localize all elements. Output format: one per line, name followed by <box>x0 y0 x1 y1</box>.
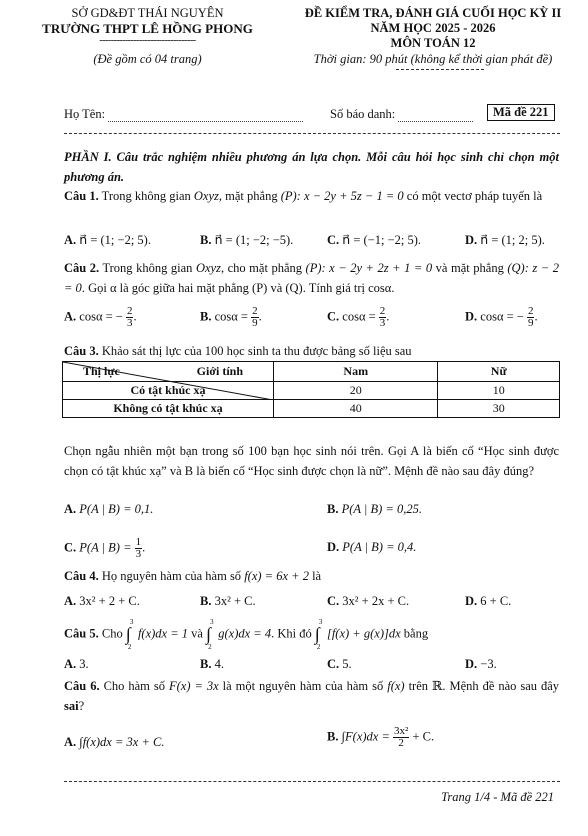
q3-option-a[interactable]: A. P(A | B) = 0,1. <box>64 502 154 516</box>
school-year: NĂM HỌC 2025 - 2026 <box>370 21 496 35</box>
question-4: Câu 4. Họ nguyên hàm của hàm số f(x) = 6x + 2 là <box>64 569 322 583</box>
page-footer: Trang 1/4 - Mã đề 221 <box>441 790 554 804</box>
q4-option-c[interactable]: C. 3x² + 2x + C. <box>327 594 410 608</box>
name-field[interactable] <box>108 121 303 122</box>
section-divider <box>64 133 560 134</box>
question-3-intro: Câu 3. Khảo sát thị lực của 100 học sinh ta thu được bảng số liệu sau <box>64 344 412 358</box>
question-1: Câu 1. Trong không gian Oxyz, mặt phẳng (P): x − 2y + 5z − 1 = 0 có một vectơ pháp tuyến là <box>64 189 543 203</box>
row-label: Có tật khúc xạ <box>63 382 274 400</box>
q3-option-d[interactable]: D. P(A | B) = 0,4. <box>327 540 417 554</box>
integral-sign: ∫ 3 2 <box>314 618 323 651</box>
cell-value: 20 <box>274 382 438 400</box>
table-row <box>63 400 560 418</box>
integral-sign: ∫ 3 2 <box>206 618 214 651</box>
q2-option-c[interactable]: C. cosα = $\frac{2}{3}$ . <box>327 305 390 329</box>
table-header-row <box>63 362 560 382</box>
q5-option-b[interactable]: B. 4. <box>200 657 224 671</box>
q3-option-c[interactable]: C. P(A | B) = $\frac{1}{3}$ . <box>64 536 146 560</box>
q2-option-a[interactable]: A. cosα = − $\frac{2}{3}$ . <box>64 305 137 329</box>
col-header-female: Nữ <box>438 362 560 382</box>
id-label: Số báo danh: <box>330 107 396 121</box>
time-divider <box>396 69 484 70</box>
q6-option-b[interactable]: B. ∫F(x)dx = $\frac{\text{3x²}}{2}$ + C. <box>327 725 435 749</box>
question-6: Câu 6. Cho hàm số F(x) = 3x là một nguyên hàm của hàm số f(x) trên ℝ. Mệnh đề nào sau đây sai? <box>64 679 560 713</box>
student-id-row <box>330 107 473 122</box>
corner-vision-label: Thị lực <box>83 364 120 378</box>
corner-gender-label: Giới tính <box>196 364 243 378</box>
survey-table <box>62 361 560 418</box>
cell-value: 10 <box>438 382 560 400</box>
q4-option-d[interactable]: D. 6 + C. <box>465 594 512 608</box>
q1-option-d[interactable]: D. n⃗ = (1; 2; 5). <box>465 233 545 247</box>
time-limit: Thời gian: 90 phút (không kể thời gian phát đề) <box>313 52 553 66</box>
id-field[interactable] <box>398 121 473 122</box>
cell-value: 30 <box>438 400 560 418</box>
integral-sign: ∫ 3 2 <box>125 618 134 651</box>
q2-option-b[interactable]: B. cosα = $\frac{2}{9}$ . <box>200 305 262 329</box>
student-name-row <box>64 107 303 122</box>
department-name: SỞ GD&ĐT THÁI NGUYÊN <box>71 6 224 20</box>
q6-option-a[interactable]: A. ∫f(x)dx = 3x + C. <box>64 735 165 749</box>
q4-option-a[interactable]: A. 3x² + 2 + C. <box>64 594 140 608</box>
q1-label: Câu 1. <box>64 189 99 203</box>
subject-title: MÔN TOÁN 12 <box>390 36 476 50</box>
q4-option-b[interactable]: B. 3x² + C. <box>200 594 256 608</box>
header-divider: ---------------------------------- <box>99 35 196 46</box>
q3-option-b[interactable]: B. P(A | B) = 0,25. <box>327 502 422 516</box>
school-name: TRƯỜNG THPT LÊ HỒNG PHONG <box>42 21 253 36</box>
q5-option-c[interactable]: C. 5. <box>327 657 352 671</box>
question-2: Câu 2. Trong không gian Oxyz, cho mặt phẳng (P): x − 2y + 2z + 1 = 0 và mặt phẳng (Q): z − 2 = 0. Gọi α là góc giữa hai mặt phẳng (P) và (Q). Tính giá trị cosα. <box>64 261 560 295</box>
q1-option-c[interactable]: C. n⃗ = (−1; −2; 5). <box>327 233 421 247</box>
question-5: Câu 5. Cho ∫ 3 2 f(x)dx = 1 và ∫ 3 2 g(x)dx = 4. Khi đó ∫ 3 2 [f(x) + g(x)]dx bằng <box>64 618 429 651</box>
cell-value: 40 <box>274 400 438 418</box>
q5-option-a[interactable]: A. 3. <box>64 657 89 671</box>
row-label: Không có tật khúc xạ <box>63 400 274 418</box>
pages-note: (Đề gồm có 04 trang) <box>93 52 202 66</box>
name-label: Họ Tên: <box>64 107 106 121</box>
question-3-text: Chọn ngẫu nhiên một bạn trong số 100 bạn học sinh nói trên. Gọi A là biến cố “Học sinh được chọn có tật khúc xạ” và B là biến cố “Học sinh được chọn là nữ”. Mệnh đề nào sau đây đúng? <box>64 444 559 478</box>
q1-option-a[interactable]: A. n⃗ = (1; −2; 5). <box>64 233 151 247</box>
footer-divider <box>64 781 560 782</box>
q1-option-b[interactable]: B. n⃗ = (1; −2; −5). <box>200 233 294 247</box>
q2-option-d[interactable]: D. cosα = − $\frac{2}{9}$ . <box>465 305 538 329</box>
exam-title: ĐỀ KIỂM TRA, ĐÁNH GIÁ CUỐI HỌC KỲ II <box>304 6 562 20</box>
table-corner-cell <box>63 362 274 382</box>
q5-option-d[interactable]: D. −3. <box>465 657 497 671</box>
part-1-title: PHẦN I. Câu trắc nghiệm nhiều phương án lựa chọn. Mỗi câu hỏi học sinh chỉ chọn một phương án. <box>64 150 559 184</box>
exam-code-box: Mã đề 221 <box>487 104 555 121</box>
col-header-male: Nam <box>274 362 438 382</box>
